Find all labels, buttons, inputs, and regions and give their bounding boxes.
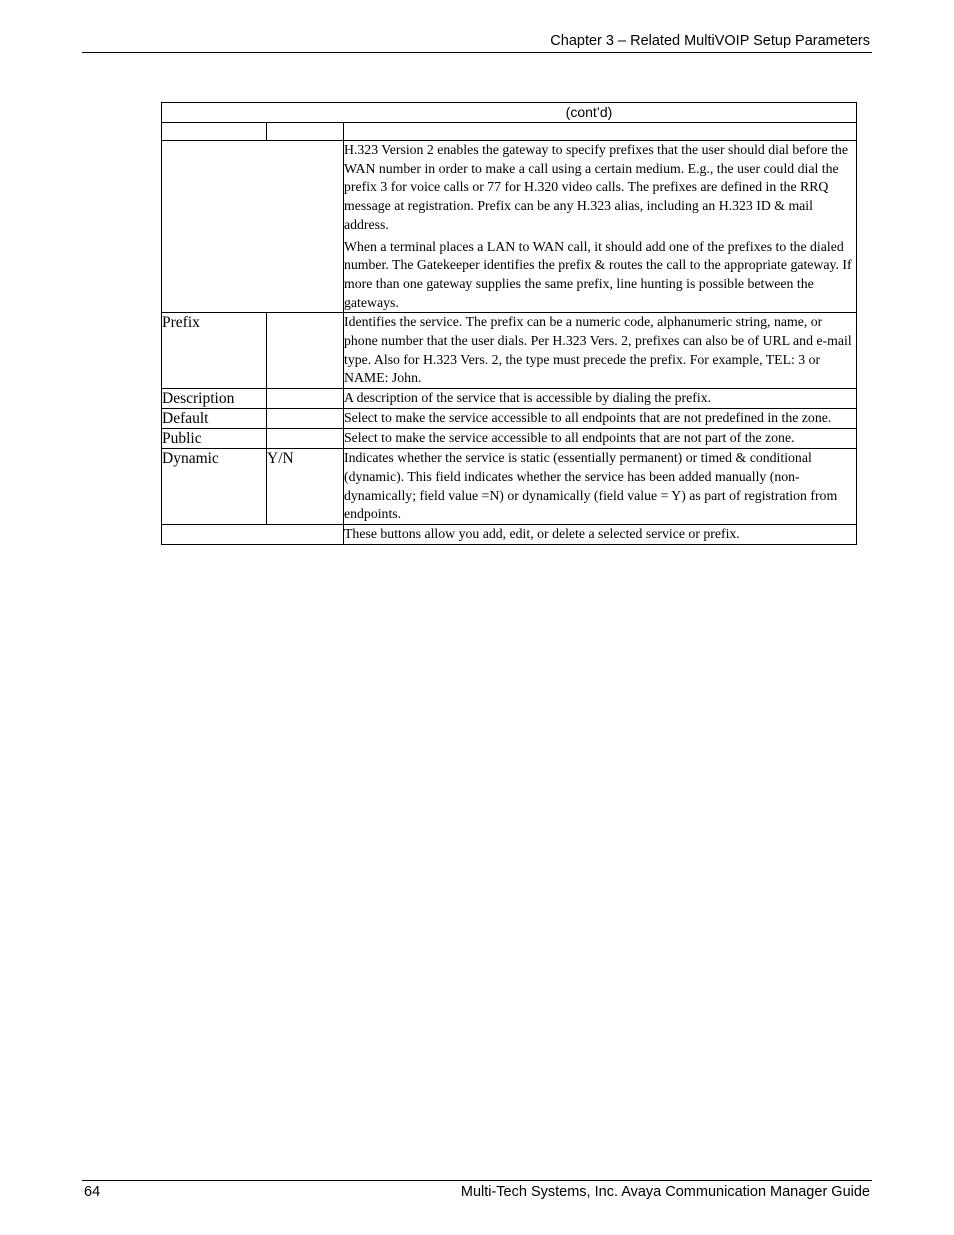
row-label: Prefix <box>162 313 267 389</box>
chapter-header: Chapter 3 – Related MultiVOIP Setup Parameters <box>550 33 870 49</box>
table-row <box>162 313 857 389</box>
table-caption-text: (cont’d) <box>565 104 613 120</box>
row-description <box>344 524 857 544</box>
parameters-table <box>161 102 857 545</box>
row-values <box>267 389 344 409</box>
description-paragraph: Identifies the service. The prefix can be a numeric code, alphanumeric string, name, or phone number that the user dials. Per H.323 Vers. 2, prefixes can also be of URL and e-mail type. Also for H.323 Vers. 2, the type must precede the prefix. For example, TEL: 3 or NAME: John. <box>344 314 852 386</box>
column-header-description <box>344 123 857 141</box>
column-header-row <box>162 123 857 141</box>
column-header-field <box>162 123 267 141</box>
table-row <box>162 389 857 409</box>
row-description <box>344 141 857 313</box>
row-description <box>344 429 857 449</box>
table-row <box>162 524 857 544</box>
table-caption <box>162 103 857 123</box>
description-paragraph: A description of the service that is accessible by dialing the prefix. <box>344 390 712 406</box>
row-description <box>344 449 857 525</box>
description-paragraph: H.323 Version 2 enables the gateway to specify prefixes that the user should dial before the WAN number in order to make a call using a certain medium. E.g., the user could dial the prefix 3 for voice calls or 77 for H.320 video calls. The prefixes are defined in the RRQ message at registration. Prefix can be any H.323 alias, including an H.323 ID & mail address. <box>344 142 848 232</box>
footer-rule <box>82 1180 872 1181</box>
row-values: Y/N <box>267 449 344 525</box>
row-label <box>162 524 344 544</box>
description-paragraph: These buttons allow you add, edit, or delete a selected service or prefix. <box>344 525 740 541</box>
page-number: 64 <box>84 1184 101 1200</box>
row-label: Default <box>162 409 267 429</box>
row-values <box>267 409 344 429</box>
row-description <box>344 389 857 409</box>
table-row <box>162 409 857 429</box>
table-row <box>162 141 857 313</box>
row-label: Public <box>162 429 267 449</box>
description-paragraph: When a terminal places a LAN to WAN call, it should add one of the prefixes to the dialed number. The Gatekeeper identifies the prefix & routes the call to the appropriate gateway. If more than one gateway supplies the same prefix, line hunting is possible between the gateways. <box>344 238 852 310</box>
row-values <box>267 313 344 389</box>
column-header-values <box>267 123 344 141</box>
table-caption-row <box>162 103 857 123</box>
row-label <box>162 141 344 313</box>
row-description <box>344 313 857 389</box>
row-label: Description <box>162 389 267 409</box>
row-label: Dynamic <box>162 449 267 525</box>
description-paragraph: Select to make the service accessible to all endpoints that are not part of the zone. <box>344 430 795 446</box>
row-description <box>344 409 857 429</box>
description-paragraph: Select to make the service accessible to all endpoints that are not predefined in the zone. <box>344 410 832 426</box>
row-values <box>267 429 344 449</box>
table-row <box>162 449 857 525</box>
guide-title: Multi-Tech Systems, Inc. Avaya Communication Manager Guide <box>460 1184 870 1200</box>
table-row <box>162 429 857 449</box>
description-paragraph: Indicates whether the service is static (essentially permanent) or timed & conditional (dynamic). This field indicates whether the service has been added manually (non-dynamically; field value =N) or dynamically (field value = Y) as part of registration from endpoints. <box>344 450 838 522</box>
header-rule <box>82 52 872 53</box>
